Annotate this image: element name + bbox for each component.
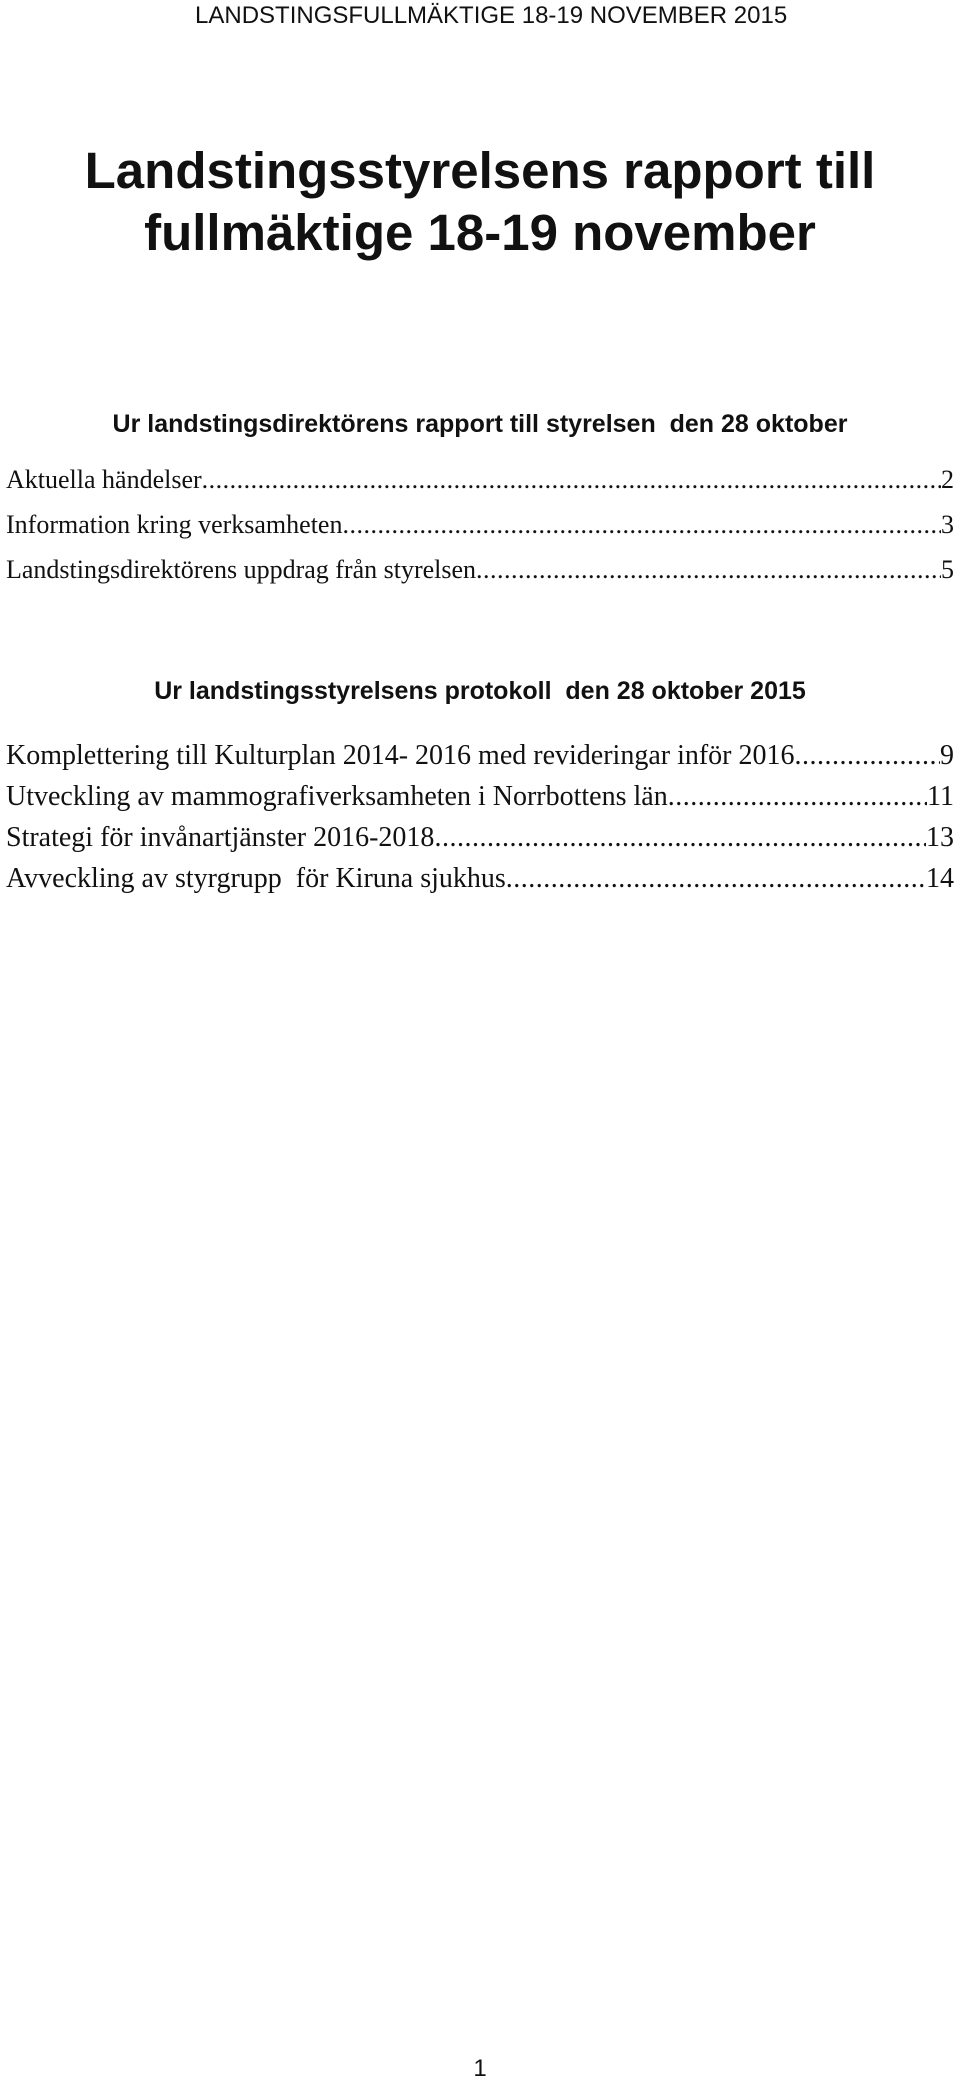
toc-board-protocol xyxy=(6,740,954,904)
toc-entry-title: Aktuella händelser xyxy=(6,465,202,494)
dot-leader xyxy=(506,863,926,895)
toc-entry-page: 11 xyxy=(927,781,954,812)
toc-entry[interactable] xyxy=(6,555,954,600)
document-title-line-2: fullmäktige 18-19 november xyxy=(144,204,816,261)
toc-entry-page: 5 xyxy=(941,555,954,584)
document-title-line-1: Landstingsstyrelsens rapport till xyxy=(84,142,876,199)
dot-leader xyxy=(434,822,926,854)
toc-entry[interactable] xyxy=(6,740,954,781)
document-title xyxy=(0,140,960,264)
toc-entry-title: Komplettering till Kulturplan 2014- 2016 med revideringar inför 2016 xyxy=(6,740,795,771)
toc-entry-title: Information kring verksamheten xyxy=(6,510,343,539)
dot-leader xyxy=(476,555,941,585)
toc-entry-page: 9 xyxy=(940,740,954,771)
toc-entry[interactable] xyxy=(6,510,954,555)
toc-entry-title: Landstingsdirektörens uppdrag från styrelsen xyxy=(6,555,477,584)
toc-director-report xyxy=(6,465,954,600)
toc-entry[interactable] xyxy=(6,863,954,904)
dot-leader xyxy=(202,465,941,495)
toc-entry[interactable] xyxy=(6,465,954,510)
running-header: LANDSTINGSFULLMÄKTIGE 18-19 NOVEMBER 2015 xyxy=(195,2,788,29)
toc-entry-page: 13 xyxy=(926,822,954,853)
toc-entry[interactable] xyxy=(6,781,954,822)
section-heading-director-report: Ur landstingsdirektörens rapport till styrelsen den 28 oktober xyxy=(112,410,848,438)
toc-entry[interactable] xyxy=(6,822,954,863)
section-heading-board-protocol: Ur landstingsstyrelsens protokoll den 28 oktober 2015 xyxy=(154,677,806,705)
toc-entry-page: 3 xyxy=(941,510,954,539)
toc-entry-title: Avveckling av styrgrupp för Kiruna sjukhus xyxy=(6,863,506,894)
toc-entry-page: 2 xyxy=(941,465,954,494)
page-number: 1 xyxy=(473,2055,487,2082)
dot-leader xyxy=(795,740,941,772)
toc-entry-title: Utveckling av mammografiverksamheten i Norrbottens län xyxy=(6,781,668,812)
dot-leader xyxy=(342,510,941,540)
dot-leader xyxy=(668,781,927,813)
toc-entry-page: 14 xyxy=(926,863,954,894)
toc-entry-title: Strategi för invånartjänster 2016-2018 xyxy=(6,822,435,853)
